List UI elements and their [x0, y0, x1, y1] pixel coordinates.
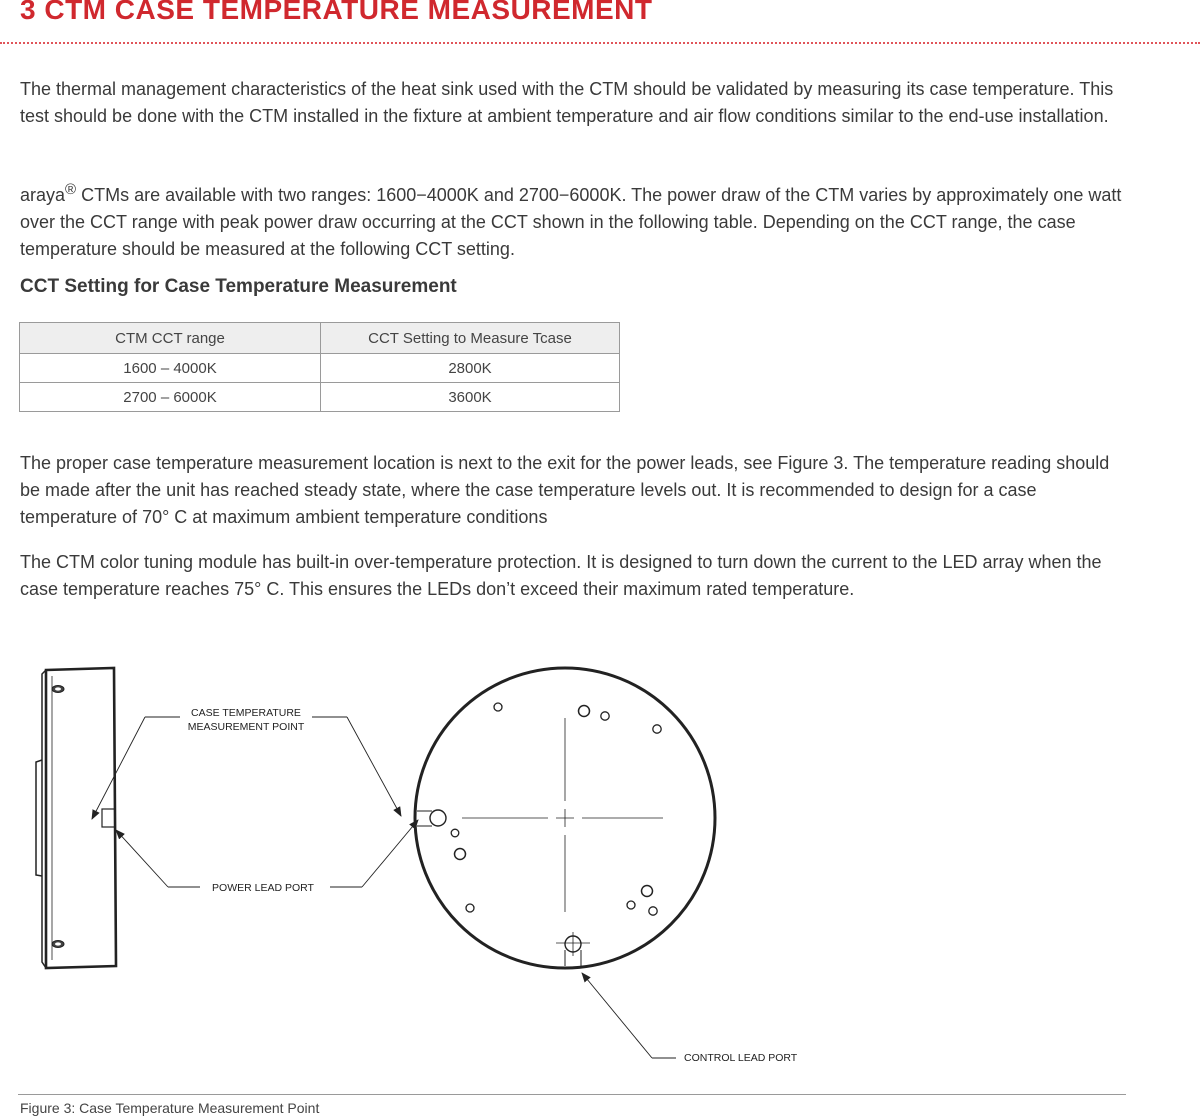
power-lead-callout: [116, 820, 418, 887]
caption-divider: [18, 1094, 1126, 1095]
table-cell: 2800K: [321, 354, 620, 383]
figure-caption: Figure 3: Case Temperature Measurement Point: [20, 1100, 320, 1116]
paragraph-ranges: [20, 176, 1130, 263]
cct-setting-table: [19, 322, 620, 412]
screw-icon: [52, 686, 64, 693]
table-row: [20, 354, 620, 383]
paragraph-intro: The thermal management characteristics of the heat sink used with the CTM should be validated by measuring its case temperature. This test should be done with the CTM installed in the fixture at ambient temperature and air flow conditions similar to the end-use installation.: [20, 79, 1114, 126]
table-cell: 3600K: [321, 383, 620, 412]
table-heading: CCT Setting for Case Temperature Measurement: [20, 276, 457, 297]
page-title: 3 CTM CASE TEMPERATURE MEASUREMENT: [20, 0, 653, 25]
table-cell: 1600 – 4000K: [20, 354, 321, 383]
table-header-row: [20, 323, 620, 354]
control-lead-callout: [582, 973, 676, 1058]
table-cell: 2700 – 6000K: [20, 383, 321, 412]
title-divider: [0, 42, 1200, 44]
figure-drawing: [0, 630, 1200, 1090]
ctm-side-view: [36, 668, 116, 968]
ctm-top-view: [415, 668, 715, 968]
power-lead-port-side: [102, 809, 115, 827]
column-header-cct-setting: CCT Setting to Measure Tcase: [321, 323, 620, 354]
label-case-temp-line1: CASE TEMPERATURE: [191, 707, 301, 719]
label-case-temp-line2: MEASUREMENT POINT: [187, 721, 305, 733]
paragraph-measurement-location: The proper case temperature measurement location is next to the exit for the power leads, see Figure 3. The temperature reading should be made after the unit has reached steady state, where the case temperature levels out. It is recommended to design for a case temperature of 70° C at maximum ambient temperature conditions: [20, 453, 1110, 527]
column-header-cct-range: CTM CCT range: [20, 323, 321, 354]
registered-mark: ®: [65, 181, 77, 198]
brand-name: araya: [20, 185, 66, 205]
paragraph-over-temperature: The CTM color tuning module has built-in over-temperature protection. It is designed to turn down the current to the LED array when the case temperature reaches 75° C. This ensures the LEDs don’t exceed their maximum rated temperature.: [20, 552, 1102, 599]
screw-icon: [52, 941, 64, 948]
label-control-lead-port: CONTROL LEAD PORT: [684, 1052, 798, 1064]
label-power-lead-port: POWER LEAD PORT: [212, 882, 314, 894]
paragraph-ranges-text: CTMs are available with two ranges: 1600−4000K and 2700−6000K. The power draw of the CTM varies by approximately one watt over the CCT range with peak power draw occurring at the CCT shown in the following table. Depending on the CCT range, the case temperature should be measured at the following CCT setting.: [20, 185, 1122, 259]
table-row: [20, 383, 620, 412]
